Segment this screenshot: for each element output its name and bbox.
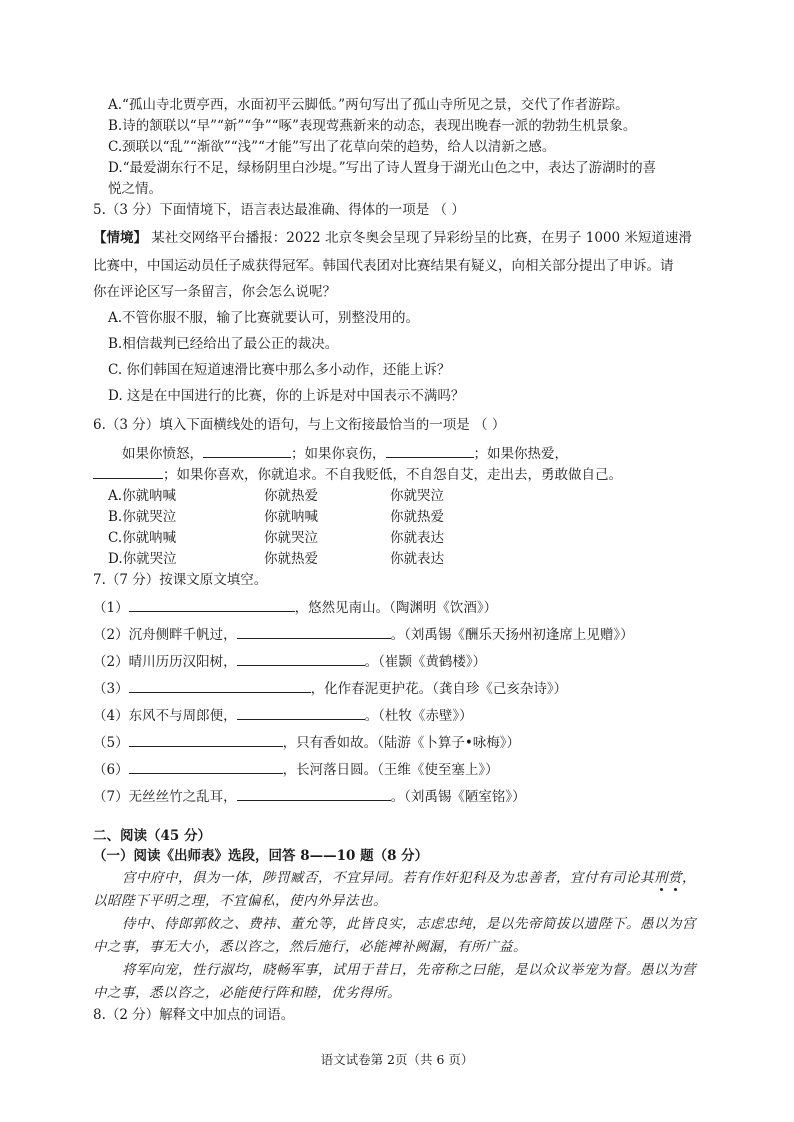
q7-item-8-num: （7） bbox=[93, 789, 129, 805]
dotted-word-xing: 刑 bbox=[654, 870, 668, 886]
q7-item-5 bbox=[93, 705, 473, 726]
q7-item-4-num: （3） bbox=[93, 681, 129, 697]
q6-text-sorrow: ；如果你哀伤， bbox=[291, 446, 386, 462]
q7-item-8-blank bbox=[237, 786, 391, 801]
q6-option-c bbox=[108, 528, 508, 548]
q7-item-7-text: ，长河落日圆。（王维《使至塞上》） bbox=[282, 762, 499, 778]
q7-item-2 bbox=[93, 624, 634, 645]
q5-context-line3: 你在评论区写一条留言，你会怎么说呢？ bbox=[93, 284, 336, 300]
subsection-title: （一）阅读《出师表》选段，回答 8——10 题（8 分） bbox=[93, 848, 429, 864]
q7-item-1 bbox=[93, 597, 497, 618]
q6-paragraph-line2 bbox=[93, 464, 622, 485]
dotted-word-shang: 赏 bbox=[668, 870, 682, 886]
passage-p2-line1: 侍中、侍郎郭攸之、费祎、董允等，此皆良实，志虑忠纯，是以先帝简拔以遗陛下。愚以为宫 bbox=[122, 916, 696, 932]
q6-option-a bbox=[108, 486, 508, 506]
q7-item-5-pre: 东风不与周郎便， bbox=[128, 708, 237, 724]
q7-item-1-text: ，悠然见南山。（陶渊明《饮酒》） bbox=[294, 600, 498, 616]
q7-item-3-num: （2） bbox=[93, 654, 129, 670]
q7-item-3-text: 。（崔颢《黄鹤楼》） bbox=[364, 654, 487, 670]
q7-item-3 bbox=[93, 651, 486, 672]
q7-item-2-blank bbox=[237, 624, 391, 639]
q7-item-6-blank bbox=[129, 732, 283, 747]
q7-item-1-num: （1） bbox=[93, 600, 129, 616]
q6-option-b-col2: 你就呐喊 bbox=[264, 509, 318, 525]
q5-option-b: B.相信裁判已经给出了最公正的裁决。 bbox=[108, 336, 339, 352]
q5-option-c: C. 你们韩国在短道速滑比赛中那么多小动作，还能上诉？ bbox=[108, 362, 451, 378]
q6-option-b-col1: B.你就哭泣 bbox=[108, 509, 177, 525]
q5-context-tag: 【情境】 bbox=[93, 230, 147, 246]
q4-option-d: D.“最爱湖东行不足，绿杨阴里白沙堤。”写出了诗人置身于湖光山色之中，表达了游湖时的喜 bbox=[108, 160, 657, 176]
q6-option-a-col3: 你就哭泣 bbox=[390, 488, 444, 504]
passage-p1-line2: 以昭陛下平明之理，不宜偏私，使内外异法也。 bbox=[93, 893, 387, 909]
q7-item-8 bbox=[93, 786, 526, 807]
q7-item-5-num: （4） bbox=[93, 708, 129, 724]
passage-p1-text: 宫中府中，俱为一体，陟罚臧否，不宜异同。若有作奸犯科及为忠善者，宜付有司论其 bbox=[122, 870, 654, 886]
q7-item-4-text: ，化作春泥更护花。（龚自珍《己亥杂诗》） bbox=[310, 681, 568, 697]
q4-option-d-cont: 悦之情。 bbox=[108, 181, 162, 197]
q7-item-7-blank bbox=[129, 759, 283, 774]
q7-item-2-num: （2） bbox=[93, 627, 129, 643]
q5-context-line2: 比赛中，中国运动员任子威获得冠军。韩国代表团对比赛结果有疑义，向相关部分提出了申诉。请 bbox=[93, 258, 674, 274]
q5-context-text: 某社交网络平台播报：2022 北京冬奥会呈现了异彩纷呈的比赛，在男子 1000 米短道速滑 bbox=[147, 230, 692, 246]
q7-item-5-text: 。（杜牧《赤壁》） bbox=[364, 708, 473, 724]
q7-item-6-num: （5） bbox=[93, 735, 129, 751]
q6-text-anger: 如果你愤怒， bbox=[122, 446, 203, 462]
q4-option-b: B.诗的颔联以“早”“新”“争”“啄”表现莺燕新来的动态，表现出晚春一派的勃勃生机景象。 bbox=[108, 118, 637, 134]
q6-stem: 6.（3 分）填入下面横线处的语句，与上文衔接最恰当的一项是 （ ） bbox=[93, 417, 506, 433]
q7-item-3-blank bbox=[237, 651, 365, 666]
passage-p3-line1: 将军向宠，性行淑均，晓畅军事，试用于昔日，先帝称之曰能，是以众议举宠为督。愚以为营 bbox=[122, 962, 696, 978]
q6-option-d-col3: 你就表达 bbox=[390, 551, 444, 567]
q6-option-c-col2: 你就哭泣 bbox=[264, 530, 318, 546]
passage-p3-line2: 中之事，悉以咨之，必能使行阵和睦，优劣得所。 bbox=[93, 985, 401, 1001]
q5-option-d: D. 这是在中国进行的比赛，你的上诉是对中国表示不满吗？ bbox=[108, 388, 465, 404]
q6-blank-3 bbox=[93, 464, 163, 479]
q8-stem: 8.（2 分）解释文中加点的词语。 bbox=[93, 1007, 295, 1023]
passage-p1-line1 bbox=[122, 868, 696, 888]
q4-option-c: C.颈联以“乱”“渐欲”“浅”“才能”写出了花草向荣的趋势，给人以清新之感。 bbox=[108, 139, 556, 155]
q6-option-d bbox=[108, 549, 508, 569]
page-footer: 语文试卷第 2页（共 6 页） bbox=[320, 1052, 474, 1067]
q7-stem: 7.（7 分）按课文原文填空。 bbox=[93, 572, 268, 588]
q6-option-d-col2: 你就热爱 bbox=[264, 551, 318, 567]
q7-item-2-text: 。（刘禹锡《酬乐天扬州初逢席上见赠》） bbox=[390, 627, 634, 643]
q6-option-a-col1: A.你就呐喊 bbox=[108, 488, 177, 504]
q6-paragraph-line1 bbox=[122, 443, 568, 464]
q7-item-4 bbox=[93, 678, 567, 699]
q6-blank-2 bbox=[386, 443, 474, 458]
section-title: 二、阅读（45 分） bbox=[93, 828, 211, 844]
q6-option-b bbox=[108, 507, 508, 527]
q6-option-a-col2: 你就热爱 bbox=[264, 488, 318, 504]
q6-blank-1 bbox=[203, 443, 291, 458]
q6-option-b-col3: 你就热爱 bbox=[390, 509, 444, 525]
q7-item-7-num: （6） bbox=[93, 762, 129, 778]
q6-option-c-col3: 你就表达 bbox=[390, 530, 444, 546]
q7-item-2-pre: 沉舟侧畔千帆过， bbox=[128, 627, 237, 643]
q7-item-3-pre: 晴川历历汉阳树， bbox=[128, 654, 237, 670]
q5-option-a: A.不管你服不服，输了比赛就要认可，别整没用的。 bbox=[108, 310, 420, 326]
q7-item-7 bbox=[93, 759, 499, 780]
q6-option-d-col1: D.你就哭泣 bbox=[108, 551, 177, 567]
q4-option-a: A.“孤山寺北贾亭西，水面初平云脚低。”两句写出了孤山寺所见之景，交代了作者游踪。 bbox=[108, 97, 629, 113]
q7-item-8-text: 。（刘禹锡《陋室铭》） bbox=[390, 789, 526, 805]
q7-item-8-pre: 无丝丝竹之乱耳， bbox=[128, 789, 237, 805]
q6-option-c-col1: C.你就呐喊 bbox=[108, 530, 177, 546]
q7-item-1-blank bbox=[129, 597, 295, 612]
q6-text-like: ；如果你喜欢，你就追求。不自我贬低，不自怨自艾，走出去，勇敢做自己。 bbox=[163, 467, 622, 483]
q7-item-6 bbox=[93, 732, 520, 753]
q7-item-5-blank bbox=[237, 705, 365, 720]
q7-item-6-text: ，只有香如故。（陆游《卜算子•咏梅》） bbox=[282, 735, 521, 751]
passage-p1-comma: ， bbox=[682, 870, 696, 886]
passage-p2-line2: 中之事，事无大小，悉以咨之，然后施行，必能裨补阙漏，有所广益。 bbox=[93, 939, 527, 955]
q5-stem: 5.（3 分）下面情境下，语言表达最准确、得体的一项是 （ ） bbox=[93, 202, 465, 218]
q5-context-line1 bbox=[93, 228, 692, 248]
q7-item-4-blank bbox=[129, 678, 311, 693]
q6-text-love: ；如果你热爱， bbox=[473, 446, 568, 462]
